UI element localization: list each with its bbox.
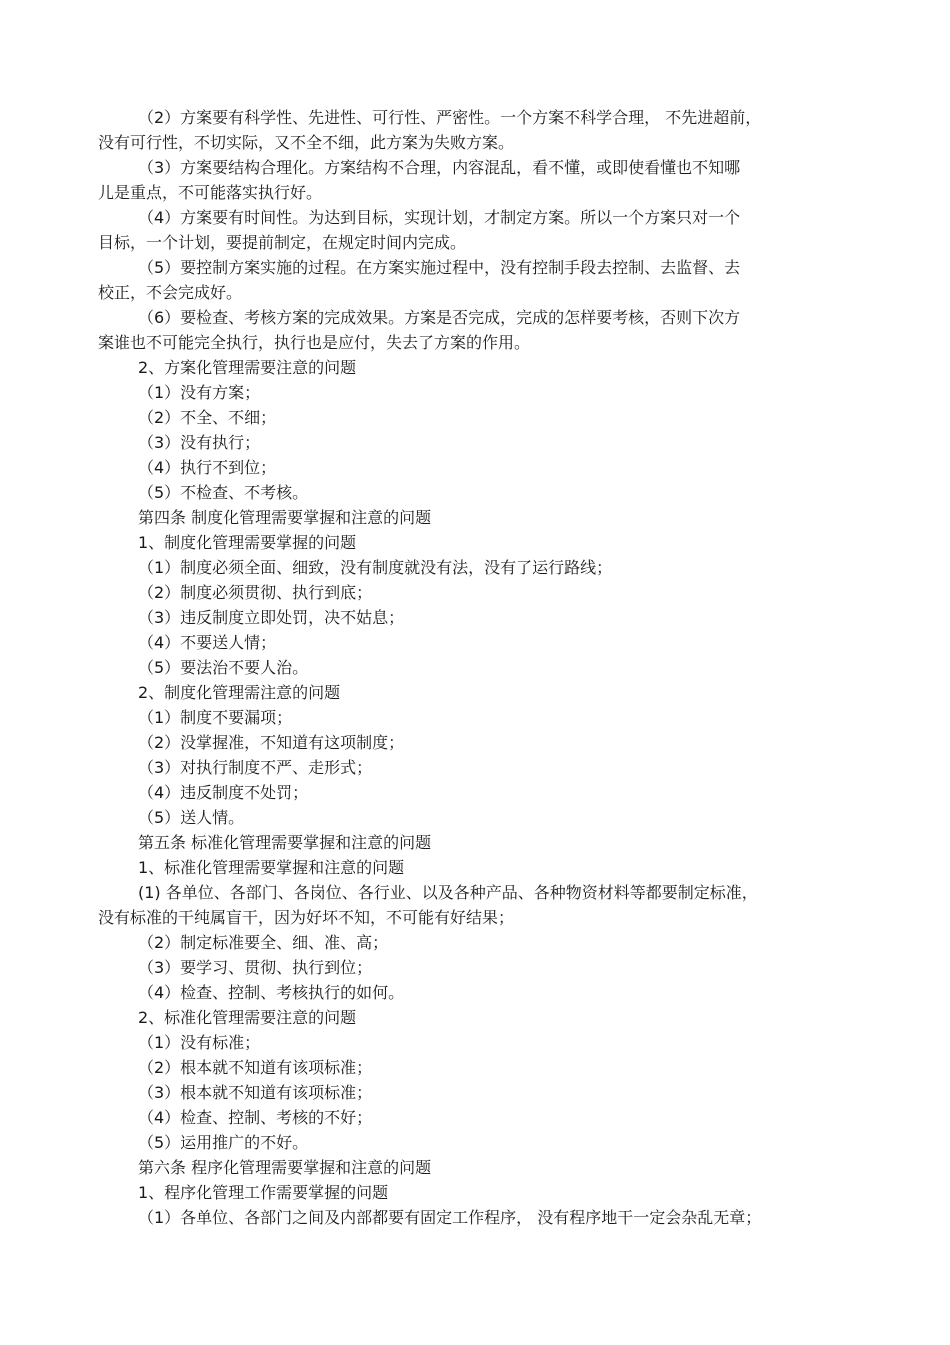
text-line: 没有标准的干纯属盲干，因为好坏不知，不可能有好结果； bbox=[98, 908, 515, 927]
section-heading: 1、标准化管理需要掌握和注意的问题 bbox=[138, 858, 405, 877]
text-line: 案谁也不可能完全执行，执行也是应付，失去了方案的作用。 bbox=[98, 333, 531, 352]
list-item: （4）不要送人情； bbox=[138, 633, 277, 652]
section-heading: 1、程序化管理工作需要掌握的问题 bbox=[138, 1183, 389, 1202]
section-heading: 2、标准化管理需要注意的问题 bbox=[138, 1008, 357, 1027]
list-item: （2）没掌握准，不知道有这项制度； bbox=[138, 733, 405, 752]
article-heading: 第六条 程序化管理需要掌握和注意的问题 bbox=[138, 1158, 432, 1177]
text-line: （6）要检查、考核方案的完成效果。方案是否完成，完成的怎样要考核，否则下次方 bbox=[138, 308, 741, 327]
section-heading: 1、制度化管理需要掌握的问题 bbox=[138, 533, 357, 552]
text-line: 校正，不会完成好。 bbox=[98, 283, 243, 302]
list-item: （2）根本就不知道有该项标准； bbox=[138, 1058, 373, 1077]
list-item: （3）要学习、贯彻、执行到位； bbox=[138, 958, 373, 977]
list-item: （1）各单位、各部门之间及内部都要有固定工作程序， 没有程序地干一定会杂乱无章； bbox=[138, 1208, 762, 1227]
article-heading: 第四条 制度化管理需要掌握和注意的问题 bbox=[138, 508, 432, 527]
list-item: （1）制度不要漏项； bbox=[138, 708, 293, 727]
text-line: （4）方案要有时间性。为达到目标，实现计划，才制定方案。所以一个方案只对一个 bbox=[138, 208, 741, 227]
list-item: （4）违反制度不处罚； bbox=[138, 783, 309, 802]
list-item: （5）要法治不要人治。 bbox=[138, 658, 309, 677]
list-item: （1）没有标准； bbox=[138, 1033, 261, 1052]
article-heading: 第五条 标准化管理需要掌握和注意的问题 bbox=[138, 833, 432, 852]
list-item: （4）检查、控制、考核的不好； bbox=[138, 1108, 373, 1127]
list-item: (1) 各单位、各部门、各岗位、各行业、以及各种产品、各种物资材料等都要制定标准， bbox=[138, 883, 758, 902]
text-line: （5）要控制方案实施的过程。在方案实施过程中，没有控制手段去控制、去监督、去 bbox=[138, 258, 741, 277]
text-line: 儿是重点，不可能落实执行好。 bbox=[98, 183, 323, 202]
list-item: （1）没有方案； bbox=[138, 383, 261, 402]
list-item: （3）根本就不知道有该项标准； bbox=[138, 1083, 373, 1102]
list-item: （2）制度必须贯彻、执行到底； bbox=[138, 583, 373, 602]
list-item: （3）违反制度立即处罚，决不姑息； bbox=[138, 608, 405, 627]
list-item: （3）对执行制度不严、走形式； bbox=[138, 758, 373, 777]
text-line: 目标，一个计划，要提前制定，在规定时间内完成。 bbox=[98, 233, 467, 252]
section-heading: 2、制度化管理需注意的问题 bbox=[138, 683, 341, 702]
list-item: （2）制定标准要全、细、准、高； bbox=[138, 933, 389, 952]
list-item: （4）执行不到位； bbox=[138, 458, 277, 477]
text-line: （3）方案要结构合理化。方案结构不合理，内容混乱，看不懂，或即使看懂也不知哪 bbox=[138, 158, 741, 177]
list-item: （1）制度必须全面、细致，没有制度就没有法，没有了运行路线； bbox=[138, 558, 613, 577]
text-line: （2）方案要有科学性、先进性、可行性、严密性。一个方案不科学合理， 不先进超前， bbox=[138, 108, 762, 127]
list-item: （5）运用推广的不好。 bbox=[138, 1133, 309, 1152]
text-line: 没有可行性，不切实际，又不全不细，此方案为失败方案。 bbox=[98, 133, 515, 152]
list-item: （2）不全、不细； bbox=[138, 408, 277, 427]
list-item: （5）送人情。 bbox=[138, 808, 245, 827]
section-heading: 2、方案化管理需要注意的问题 bbox=[138, 358, 357, 377]
list-item: （3）没有执行； bbox=[138, 433, 261, 452]
list-item: （4）检查、控制、考核执行的如何。 bbox=[138, 983, 405, 1002]
list-item: （5）不检查、不考核。 bbox=[138, 483, 309, 502]
